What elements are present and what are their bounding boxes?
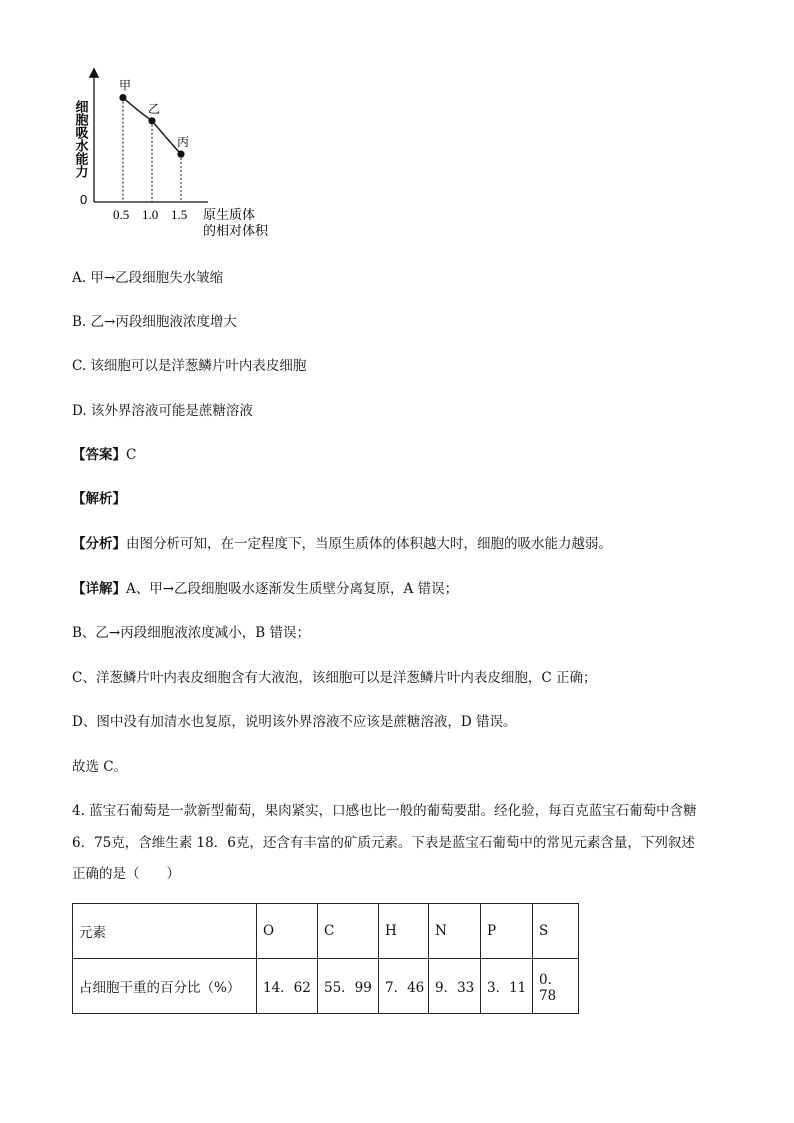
- question4-line1: 4. 蓝宝石葡萄是一款新型葡萄，果肉紧实，口感也比一般的葡萄要甜。经化验，每百克蓝宝石葡萄中含糖: [72, 803, 697, 819]
- question4-line3: 正确的是（ ）: [72, 866, 180, 882]
- table-cell: 14．62: [257, 959, 318, 1014]
- x-axis-label-line2: 的相对体积: [203, 224, 269, 239]
- x-tick-label: 0.5: [113, 207, 130, 222]
- answer-value: C: [126, 447, 137, 463]
- table-cell: 7．46: [379, 959, 429, 1014]
- x-axis-label-line1: 原生质体: [203, 208, 256, 223]
- fenxi-line: [72, 535, 612, 553]
- table-cell: H: [379, 904, 429, 959]
- table-cell: 0．78: [533, 959, 579, 1014]
- table-header-row: [73, 904, 579, 959]
- table-cell: 9．33: [429, 959, 481, 1014]
- point-label: 丙: [177, 135, 190, 150]
- table-cell: S: [533, 904, 579, 959]
- element-table: [72, 903, 579, 1014]
- data-point: [119, 94, 126, 101]
- y-axis-label: 细胞吸水能力: [72, 100, 88, 178]
- option-a: A. 甲→乙段细胞失水皱缩: [72, 270, 224, 286]
- x-tick-label: 1.5: [171, 207, 188, 222]
- xiangjie-line: [72, 580, 458, 598]
- table-cell: O: [257, 904, 318, 959]
- question4-line2: 6．75克，含维生素 18．6克，还含有丰富的矿质元素。下表是蓝宝石葡萄中的常见元素含量，下列叙述: [72, 835, 695, 851]
- point-label: 乙: [148, 101, 161, 116]
- table-cell: C: [318, 904, 379, 959]
- xiangjie-tag: 【详解】: [72, 581, 126, 597]
- table-cell: 元素: [73, 904, 257, 959]
- data-point: [177, 151, 184, 158]
- analysis-heading: 【解析】: [72, 491, 126, 507]
- figure-svg: [60, 62, 300, 252]
- table-cell: 占细胞干重的百分比（%）: [73, 959, 257, 1014]
- option-d: D. 该外界溶液可能是蔗糖溶液: [72, 403, 253, 419]
- table-row: [73, 959, 579, 1014]
- fenxi-tag: 【分析】: [72, 536, 126, 552]
- table-cell: 3．11: [481, 959, 533, 1014]
- answer-tag: 【答案】: [72, 447, 126, 463]
- xiangjie-text: A、甲→乙段细胞吸水逐渐发生质壁分离复原，A 错误；: [126, 581, 459, 597]
- table-cell: P: [481, 904, 533, 959]
- answer-line: [72, 446, 136, 464]
- option-c: C. 该细胞可以是洋葱鳞片叶内表皮细胞: [72, 358, 307, 374]
- x-tick-label: 1.0: [142, 207, 159, 222]
- table-cell: 55．99: [318, 959, 379, 1014]
- option-b: B. 乙→丙段细胞液浓度增大: [72, 314, 237, 330]
- table-cell: N: [429, 904, 481, 959]
- detail-d: D、图中没有加清水也复原，说明该外界溶液不应该是蔗糖溶液，D 错误。: [72, 714, 517, 730]
- fenxi-text: 由图分析可知，在一定程度下，当原生质体的体积越大时，细胞的吸水能力越弱。: [126, 536, 612, 552]
- origin-label: 0: [80, 192, 88, 207]
- point-label: 甲: [119, 78, 132, 93]
- detail-b: B、乙→丙段细胞液浓度减小，B 错误；: [72, 625, 310, 641]
- data-point: [148, 117, 155, 124]
- conclusion: 故选 C。: [72, 759, 128, 775]
- water-absorption-figure: [60, 62, 300, 252]
- detail-c: C、洋葱鳞片叶内表皮细胞含有大液泡，该细胞可以是洋葱鳞片叶内表皮细胞，C 正确；: [72, 670, 597, 686]
